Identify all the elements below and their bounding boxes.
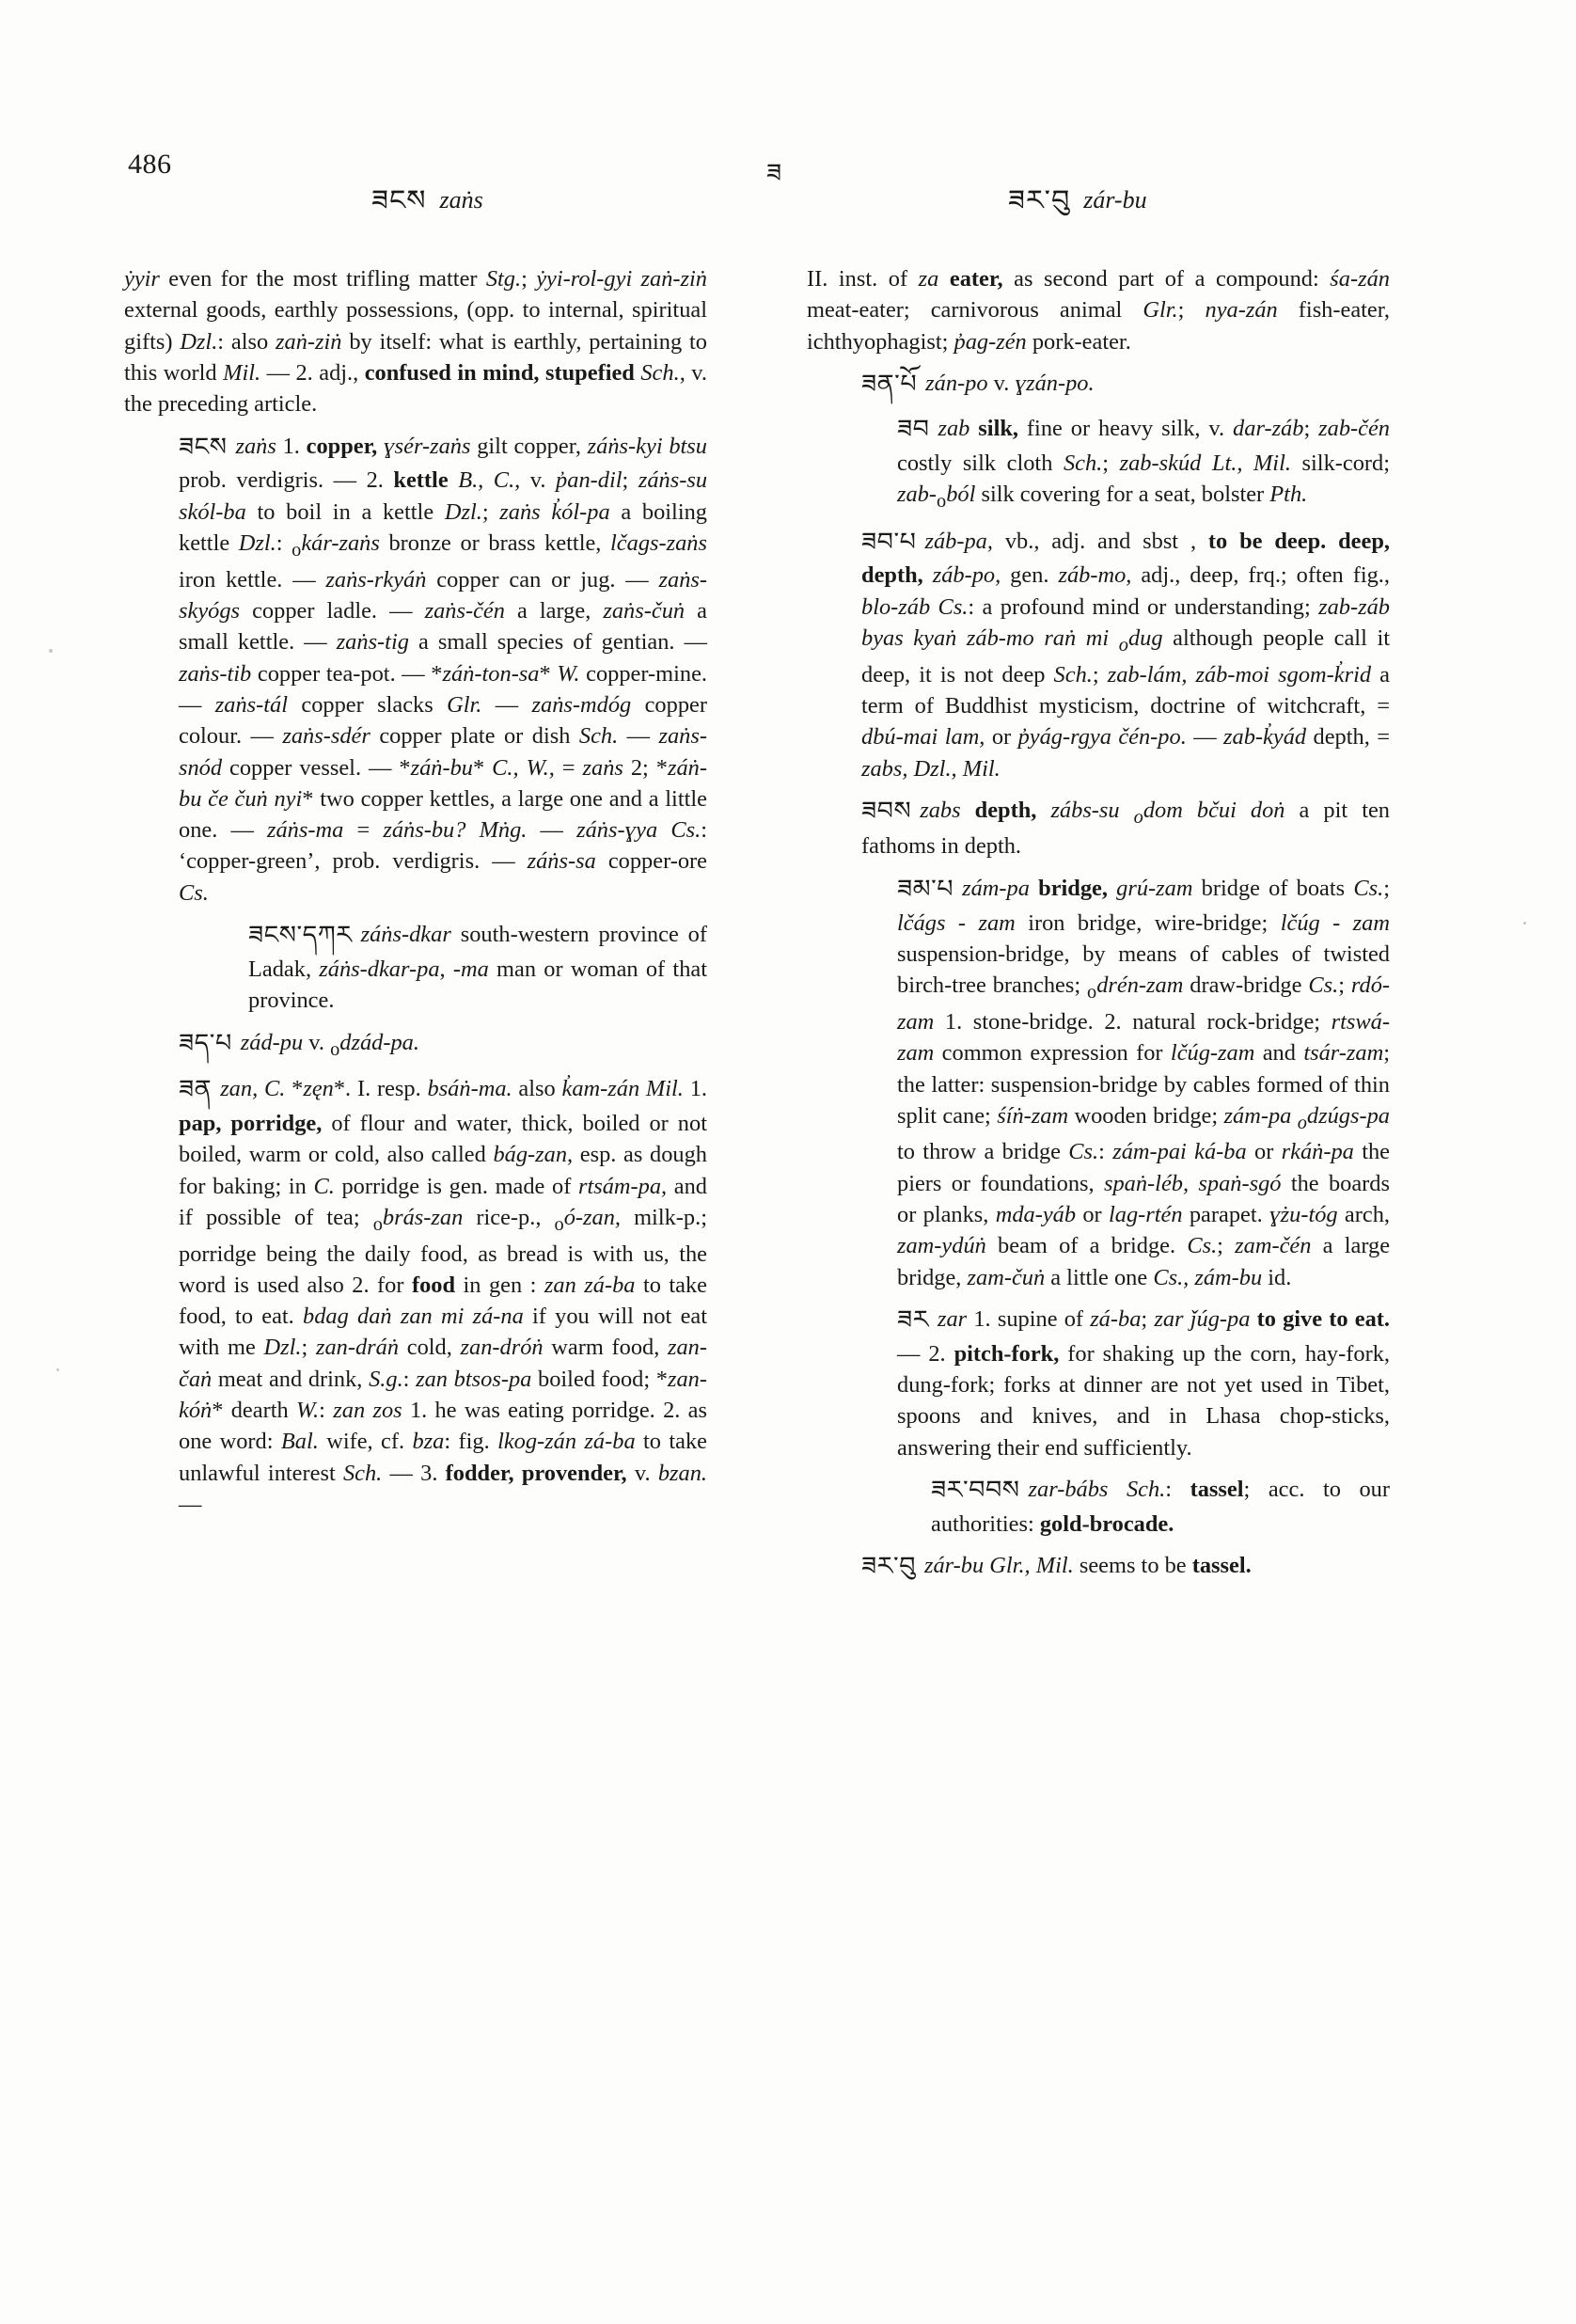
entry-headword-tibetan: ཟམ་པ xyxy=(897,874,954,904)
entry-headword-tibetan: ཟབས xyxy=(861,796,912,826)
page-header xyxy=(0,141,1576,216)
entry-text: zab silk, fine or heavy silk, v. dar-záb; zab-čén costly silk cloth Sch.; zab-skúd Lt., Mil. silk-cord; zab-$_oból$ silk covering for a seat, bolster Pth. xyxy=(897,415,1391,512)
entry-body xyxy=(807,413,1390,515)
entry-text: zár-bu Glr., Mil. seems to be tassel. xyxy=(923,1553,1252,1579)
dictionary-entry xyxy=(124,1073,707,1520)
dictionary-entry xyxy=(124,1027,707,1064)
entry-body xyxy=(807,795,1390,862)
dictionary-entry xyxy=(807,1304,1390,1463)
running-head-left-translit: zaṅs xyxy=(439,186,483,213)
entry-body: II. inst. of za eater, as second part of a compound: śa-zán meat-eater; carnivorous animal Glr.; nya-zán fish-eater, ichthyophagist; p̓ag-zén pork-eater. xyxy=(807,266,1390,355)
running-head-left xyxy=(371,169,483,248)
entry-text: zám-pa bridge, grú-zam bridge of boats Cs.; lčágs - zam iron bridge, wire-bridge; lčúg - zam suspension-bridge, by means of cables of twisted birch-tree branches; $_o$drén-zam draw-bridge Cs.; rdó-zam 1. stone-bridge. 2. natural rock-bridge; rtswá-zam common expression for lčúg-zam and tsár-zam; the latter: suspension-bridge by cables formed of thin split cane; śíṅ-zam wooden bridge; zám-pa $_o$dzúgs-pa to throw a bridge Cs.: zám-pai ká-ba or rkáṅ-pa the piers or foundations, spaṅ-léb, spaṅ-sgó the boards or planks, mda-yáb or lag-rtén parapet. ɣ̇zu-tóg arch, zam-ydúṅ beam of a bridge. Cs.; zam-čén a large bridge, zam-čuṅ a little one Cs., zám-bu id. xyxy=(897,875,1391,1290)
dictionary-entry xyxy=(807,1474,1390,1540)
entry-text: záb-pa, vb., adj. and sbst , to be deep. deep, depth, záb-po, gen. záb-mo, adj., deep, frq.; often fig., blo-záb Cs.: a profound mind or understanding; zab-záb byas kyaṅ záb-mo raṅ mi $_o$dug although people call it deep, it is not deep Sch.; zab-lám, záb-moi sgom-k̓rid a term of Buddhist mysticism, doctrine of witchcraft, = dbú-mai lam, or p̓yág-rgya čén-po. — zab-k̓yád depth, = zabs, Dzl., Mil. xyxy=(861,528,1391,782)
scan-speck xyxy=(49,649,53,653)
entry-headword-tibetan: ཟབ་པ xyxy=(861,527,917,557)
entry-body xyxy=(124,431,707,909)
dictionary-entry xyxy=(807,795,1390,862)
entry-headword-tibetan: ཟན xyxy=(179,1075,213,1105)
entry-text: záṅs-dkar south-western province of Ladak, záṅs-dkar-pa, -ma man or woman of that province. xyxy=(248,922,707,1014)
entry-headword-tibetan: ཟན་པོ xyxy=(861,369,918,399)
entry-body xyxy=(807,1304,1390,1463)
scan-speck xyxy=(56,1368,59,1371)
entry-headword-tibetan: ཟར་བུ xyxy=(861,1552,916,1582)
dictionary-entry xyxy=(807,526,1390,784)
dictionary-entry xyxy=(807,1550,1390,1585)
dictionary-entry xyxy=(124,431,707,909)
running-head-right-translit: zár-bu xyxy=(1083,186,1147,213)
dictionary-entry xyxy=(807,873,1390,1293)
entry-headword-tibetan: ཟད་པ xyxy=(179,1028,232,1058)
scan-speck xyxy=(1523,922,1526,925)
entry-headword-tibetan: ཟངས xyxy=(179,432,228,462)
entry-text: zar-bábs Sch.: tassel; acc. to our authorities: gold-brocade. xyxy=(931,1477,1390,1537)
entry-body xyxy=(124,1027,707,1064)
running-head-center-tibetan: ཟ xyxy=(766,159,782,188)
entry-headword-tibetan: ཟབ xyxy=(897,414,930,444)
folio-number: 486 xyxy=(128,149,172,180)
entry-headword-tibetan: ཟར xyxy=(897,1304,929,1335)
entry-body xyxy=(124,1073,707,1520)
entry-body: ẏyir even for the most trifling matter Stg.; ẏyi-rol-gyi zaṅ-ziṅ external goods, earthly possessions, (opp. to internal, spiritual gifts) Dzl.: also zaṅ-ziṅ by itself: what is earthly, pertaining to this world Mil. — 2. adj., confused in mind, stupefied Sch., v. the preceding article. xyxy=(124,266,707,418)
dictionary-entry xyxy=(807,263,1390,357)
text-column-left xyxy=(124,263,707,1530)
entry-text: zád-pu v. $_o$dzád-pa. xyxy=(240,1029,419,1060)
entry-headword-tibetan: ཟངས་དཀར xyxy=(248,921,353,951)
dictionary-entry xyxy=(124,263,707,420)
dictionary-entry xyxy=(807,413,1390,515)
entry-body xyxy=(807,1474,1390,1540)
entry-body xyxy=(124,919,707,1016)
text-column-right xyxy=(807,263,1390,1595)
entry-text: zar 1. supine of zá-ba; zar ǰúg-pa to give to eat. — 2. pitch-fork, for shaking up the corn, hay-fork, dung-fork; forks at dinner are not yet used in Tibet, spoons and knives, and in Lhasa chop-sticks, answering their end sufficiently. xyxy=(897,1305,1390,1461)
entry-text: zan, C. *zęn*. I. resp. bsáṅ-ma. also k̓am-zán Mil. 1. pap, porridge, of flour and water, thick, boiled or not boiled, warm or cold, also called bág-zan, esp. as dough for baking; in C. porridge is gen. made of rtsám-pa, and if possible of tea; $_o$brás-zan rice-p., $_o$ó-zan, milk-p.; porridge being the daily food, as bread is with us, the word is used also 2. for food in gen : zan zá-ba to take food, to eat. bdag daṅ zan mi zá-na if you will not eat with me Dzl.; zan-dráṅ cold, zan-dróṅ warm food, zan-čaṅ meat and drink, S.g.: zan btsos-pa boiled food; *zan-kóṅ* dearth W.: zan zos 1. he was eating porridge. 2. as one word: Bal. wife, cf. bza: fig. lkog-zán zá-ba to take unlawful interest Sch. — 3. fodder, provender, v. bzan. — xyxy=(179,1076,708,1518)
entry-text: zabs depth, zábs-su $_o$dom bčui doṅ a pit ten fathoms in depth. xyxy=(861,797,1390,860)
entry-headword-tibetan: ཟར་བབས xyxy=(931,1476,1020,1506)
dictionary-entry xyxy=(807,368,1390,403)
entry-body xyxy=(807,1550,1390,1585)
entry-text: zaṅs 1. copper, ɣsér-zaṅs gilt copper, záṅs-kyi btsu prob. verdigris. — 2. kettle B., C., v. p̓an-dil; záṅs-su skól-ba to boil in a kettle Dzl.; zaṅs k̓ól-pa a boiling kettle Dzl.: $_o$kár-zaṅs bronze or brass kettle, lčags-zaṅs iron kettle. — zaṅs-rkyáṅ copper can or jug. — zaṅs-skyógs copper ladle. — zaṅs-čén a large, zaṅs-čuṅ a small kettle. — zaṅs-tig a small species of gentian. — zaṅs-tib copper tea-pot. — *záṅ-ton-sa* W. copper-mine. — zaṅs-tál copper slacks Glr. — zaṅs-mdóg copper colour. — zaṅs-sdér copper plate or dish Sch. — zaṅs-snód copper vessel. — *záṅ-bu* C., W., = zaṅs 2; *záṅ-bu če čuṅ nyi* two copper kettles, a large one and a little one. — záṅs-ma = záṅs-bu? Mṅg. — záṅs-ɣya Cs.: ‘copper-green’, prob. verdigris. — záṅs-sa copper-ore Cs. xyxy=(179,433,708,906)
dictionary-entry xyxy=(124,919,707,1016)
entry-text: zán-po v. ɣzán-po. xyxy=(925,370,1095,396)
running-head-right xyxy=(1008,169,1147,248)
running-head-right-tibetan: ཟར་བུ xyxy=(1008,184,1071,217)
entry-body xyxy=(807,873,1390,1293)
entry-body xyxy=(807,368,1390,403)
running-head-left-tibetan: ཟངས xyxy=(371,184,427,217)
entry-body xyxy=(807,526,1390,784)
